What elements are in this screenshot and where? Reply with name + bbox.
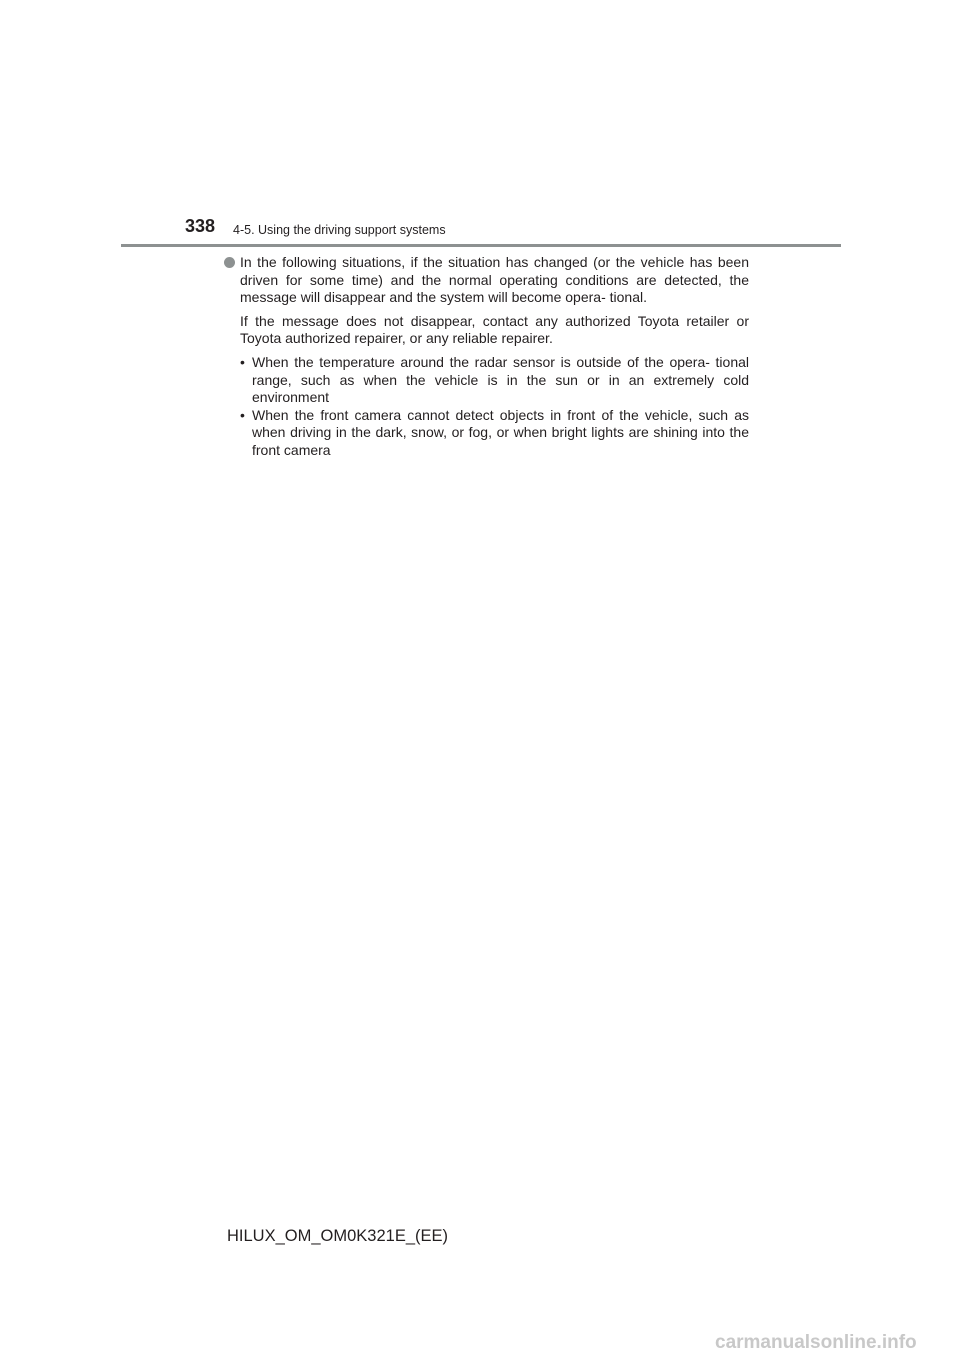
bullet-mark: • bbox=[240, 406, 245, 423]
sub-item-text: When the temperature around the radar sensor is outside of the opera- tional range, such as when the vehicle is in the sun or in an extremely cold environment bbox=[252, 353, 749, 406]
bullet-mark: • bbox=[240, 353, 245, 370]
page-content bbox=[222, 254, 749, 460]
page-number: 338 bbox=[185, 216, 216, 236]
section-title: 4-5. Using the driving support systems bbox=[233, 223, 446, 237]
header-divider bbox=[121, 244, 841, 247]
note-paragraph: If the message does not disappear, contact any authorized Toyota retailer or Toyota authorized repairer, or any reliable repairer. bbox=[240, 312, 749, 347]
watermark: carmanualsonline.info bbox=[715, 1332, 917, 1353]
document-code: HILUX_OM_OM0K321E_(EE) bbox=[227, 1227, 449, 1245]
sub-list-item bbox=[240, 407, 749, 460]
sub-list-item bbox=[240, 354, 749, 407]
item-text: In the following situations, if the situation has changed (or the vehicle has been driven for some time) and the normal operating conditions are detected, the message will disappear and the system will become opera- tional. bbox=[240, 254, 749, 306]
list-item bbox=[222, 254, 749, 307]
circle-bullet-icon bbox=[224, 257, 235, 268]
sub-item-text: When the front camera cannot detect objects in front of the vehicle, such as when driving in the dark, snow, or fog, or when bright lights are shining into the front camera bbox=[252, 406, 749, 458]
sub-list bbox=[240, 354, 749, 460]
